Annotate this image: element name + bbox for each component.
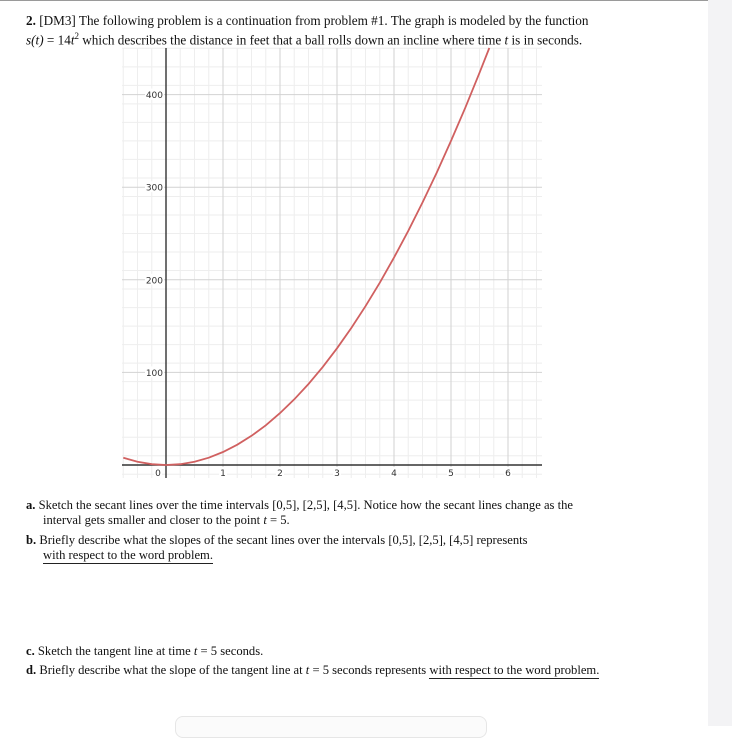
y-tick-label: 300 bbox=[145, 183, 163, 194]
y-tick-label: 400 bbox=[145, 91, 163, 102]
function-eq: = 14 bbox=[43, 31, 71, 47]
x-tick-label: 2 bbox=[277, 469, 283, 479]
part-d-text-underlined: with respect to the word problem. bbox=[429, 663, 600, 677]
part-a-text1: Sketch the secant lines over the time intervals [0,5], [2,5], [4,5]. Notice how the secant lines change as the bbox=[38, 498, 573, 512]
part-c-text-b: = 5 seconds. bbox=[197, 644, 264, 658]
part-b-text2: with respect to the word problem. bbox=[43, 548, 213, 562]
part-c-text-a: Sketch the tangent line at time bbox=[37, 644, 194, 658]
problem-number: 2. bbox=[26, 13, 36, 28]
x-tick-label: 4 bbox=[391, 469, 397, 479]
part-d-t: t bbox=[305, 663, 310, 677]
part-b-line2 bbox=[26, 548, 666, 563]
part-a-line2 bbox=[26, 513, 666, 528]
x-tick-label: 0 bbox=[155, 469, 161, 479]
problem-line2: which describes the distance in feet that a ball rolls down an incline where time bbox=[78, 31, 505, 47]
part-d-text-a: Briefly describe what the slope of the tangent line at bbox=[39, 663, 306, 677]
y-tick-label: 100 bbox=[145, 368, 163, 379]
problem-tag: [DM3] bbox=[39, 13, 76, 28]
part-a-text2b: = 5. bbox=[266, 513, 290, 527]
part-c bbox=[26, 644, 666, 659]
part-b-label: b. bbox=[26, 533, 37, 547]
part-b-text1: Briefly describe what the slopes of the secant lines over the intervals [0,5], [2,5], [4,5] represents bbox=[39, 533, 528, 547]
problem-line1: The following problem is a continuation from problem #1. The graph is modeled by the function bbox=[78, 13, 589, 28]
function-lhs: s(t) bbox=[26, 31, 44, 47]
part-c-label: c. bbox=[26, 644, 35, 658]
part-a bbox=[26, 498, 666, 528]
grid-minor bbox=[122, 48, 542, 478]
part-d-text-b: = 5 seconds represents bbox=[309, 663, 430, 677]
part-a-label: a. bbox=[26, 498, 36, 512]
time-variable: t bbox=[504, 31, 509, 47]
function-curve bbox=[123, 48, 489, 465]
part-c-t: t bbox=[193, 644, 198, 658]
tick-labels bbox=[145, 89, 512, 479]
x-tick-label: 6 bbox=[505, 469, 511, 479]
part-b bbox=[26, 533, 666, 563]
x-tick-label: 5 bbox=[448, 469, 454, 479]
part-d-label: d. bbox=[26, 663, 37, 677]
part-a-text2a: interval gets smaller and closer to the point bbox=[43, 513, 264, 527]
function-exponent: 2 bbox=[74, 30, 79, 41]
y-tick-label: 200 bbox=[145, 276, 163, 287]
x-tick-label: 1 bbox=[220, 469, 226, 479]
part-d bbox=[26, 663, 706, 678]
part-a-t: t bbox=[263, 513, 267, 527]
x-tick-label: 3 bbox=[334, 469, 340, 479]
function-var: t bbox=[70, 31, 75, 47]
bottom-card-edge bbox=[175, 716, 487, 738]
problem-line2-end: is in seconds. bbox=[508, 31, 583, 47]
